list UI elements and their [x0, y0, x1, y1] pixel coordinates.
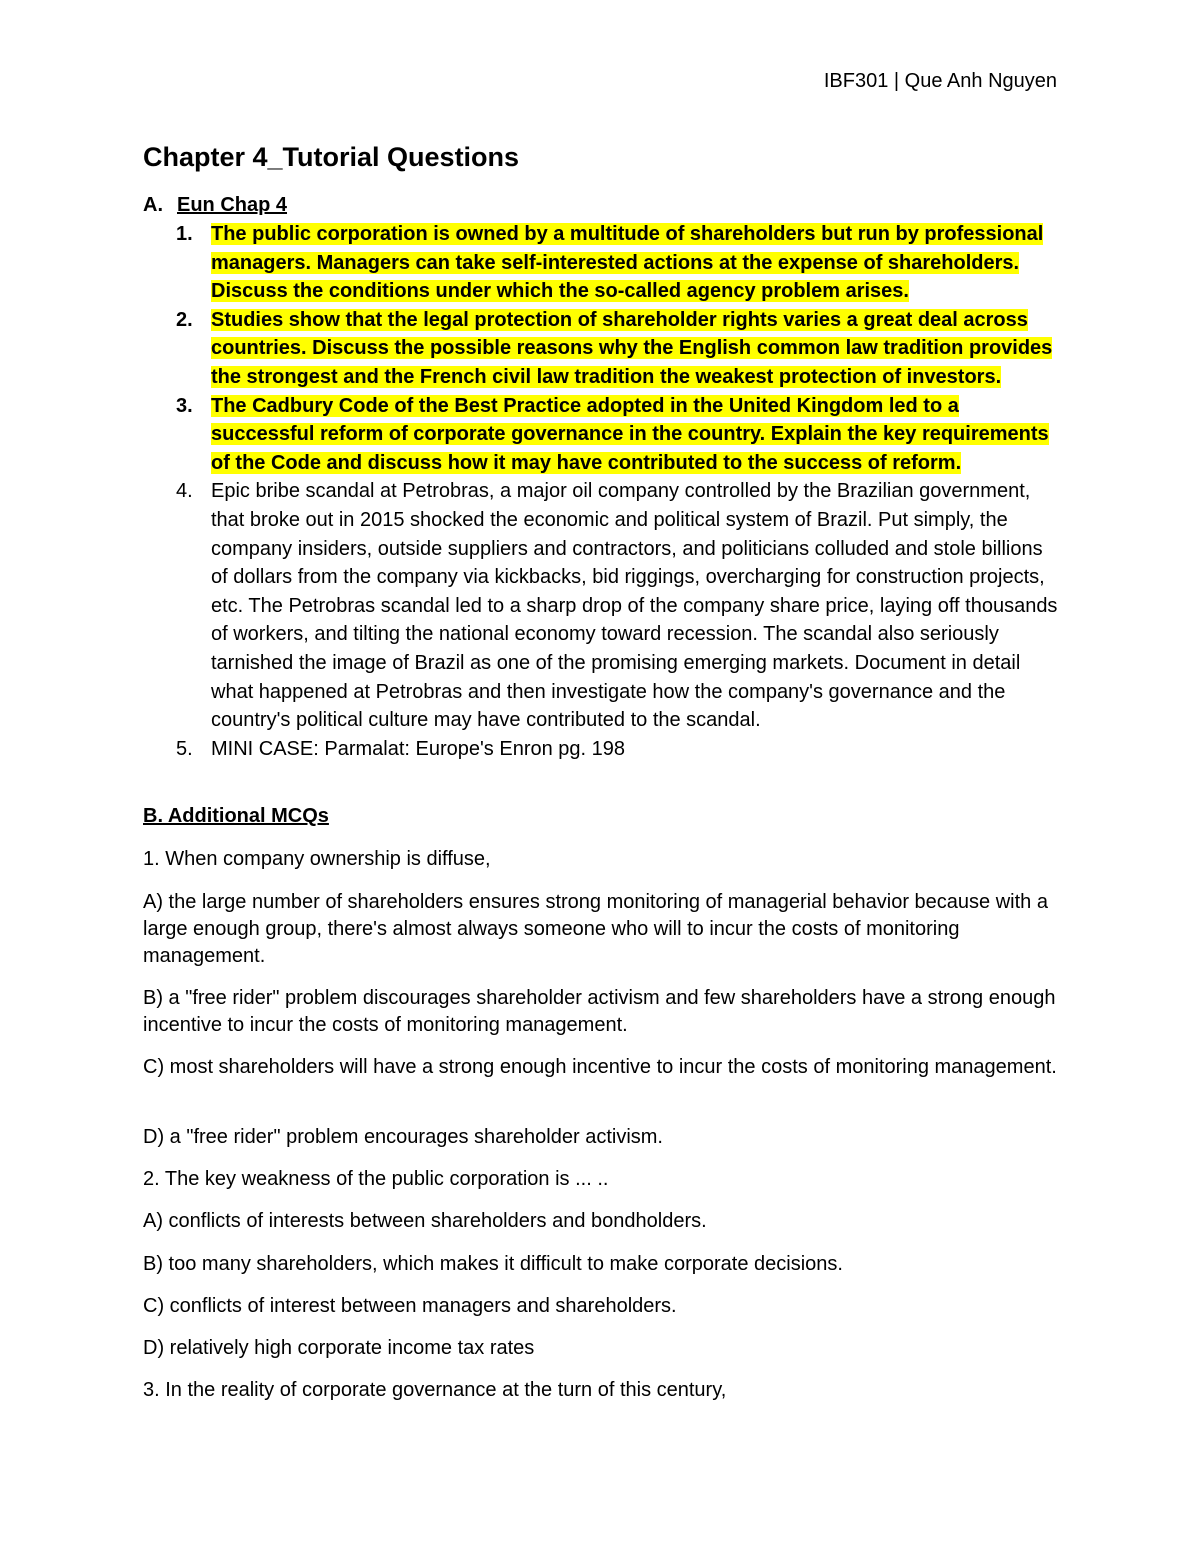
- question-item: [143, 306, 1063, 392]
- page-title: Chapter 4_Tutorial Questions: [143, 142, 520, 172]
- mcq-option: C) conflicts of interest between managers and shareholders.: [143, 1295, 677, 1317]
- question-item: [143, 735, 1063, 764]
- question-number: 4.: [176, 480, 193, 503]
- section-a-name: Eun Chap 4: [177, 194, 288, 216]
- section-a-letter: A.: [143, 194, 163, 216]
- question-number: 3.: [176, 394, 193, 417]
- section-b-heading: B. Additional MCQs: [143, 805, 329, 827]
- question-item: [143, 392, 1063, 478]
- mcq-option: A) conflicts of interests between shareholders and bondholders.: [143, 1210, 707, 1232]
- mcq-option: B) too many shareholders, which makes it difficult to make corporate decisions.: [143, 1253, 843, 1275]
- question-text: The Cadbury Code of the Best Practice adopted in the United Kingdom led to a successful reform of corporate governance in the country. Explain the key requirements of the Code and discuss how it may have contributed to the success of reform.: [211, 394, 1049, 474]
- mcq-option: D) a "free rider" problem encourages shareholder activism.: [143, 1126, 663, 1148]
- question-text: Studies show that the legal protection of shareholder rights varies a great deal across countries. Discuss the possible reasons why the English common law tradition provides the strongest and the French civil law tradition the weakest protection of investors.: [211, 308, 1053, 388]
- mcq-question: 2. The key weakness of the public corporation is ... ..: [143, 1168, 609, 1190]
- question-text: MINI CASE: Parmalat: Europe's Enron pg. 198: [211, 737, 626, 760]
- mcq-option: A) the large number of shareholders ensures strong monitoring of managerial behavior because with a large enough group, there's almost always someone who will to incur the costs of monitoring management.: [143, 891, 1048, 967]
- mcq-option: B) a "free rider" problem discourages shareholder activism and few shareholders have a strong enough incentive to incur the costs of monitoring management.: [143, 987, 1056, 1036]
- question-number: 2.: [176, 308, 193, 331]
- mcq-question: 1. When company ownership is diffuse,: [143, 848, 491, 870]
- question-list: [143, 220, 1063, 763]
- page-header: IBF301 | Que Anh Nguyen: [823, 70, 1057, 92]
- section-a-heading: [143, 194, 287, 217]
- question-number: 1.: [176, 223, 193, 245]
- question-text: Epic bribe scandal at Petrobras, a major oil company controlled by the Brazilian government, that broke out in 2015 shocked the economic and political system of Brazil. Put simply, the company insiders, outside suppliers and contractors, and politicians colluded and stole billions of dollars from the company via kickbacks, bid riggings, overcharging for construction projects, etc. The Petrobras scandal led to a sharp drop of the company share price, laying off thousands of workers, and tilting the national economy toward recession. The scandal also seriously tarnished the image of Brazil as one of the promising emerging markets. Document in detail what happened at Petrobras and then investigate how the company's governance and the country's political culture may have contributed to the scandal.: [211, 480, 1058, 732]
- mcq-option: C) most shareholders will have a strong enough incentive to incur the costs of monitoring management.: [143, 1056, 1057, 1078]
- mcq-option: D) relatively high corporate income tax rates: [143, 1337, 535, 1359]
- mcq-question: 3. In the reality of corporate governance at the turn of this century,: [143, 1379, 727, 1401]
- question-number: 5.: [176, 737, 193, 760]
- question-item: [143, 477, 1063, 734]
- question-text: The public corporation is owned by a multitude of shareholders but run by professional managers. Managers can take self-interested actions at the expense of shareholders. Discuss the conditions under which the so-called agency problem arises.: [211, 223, 1044, 303]
- question-item: [143, 220, 1063, 306]
